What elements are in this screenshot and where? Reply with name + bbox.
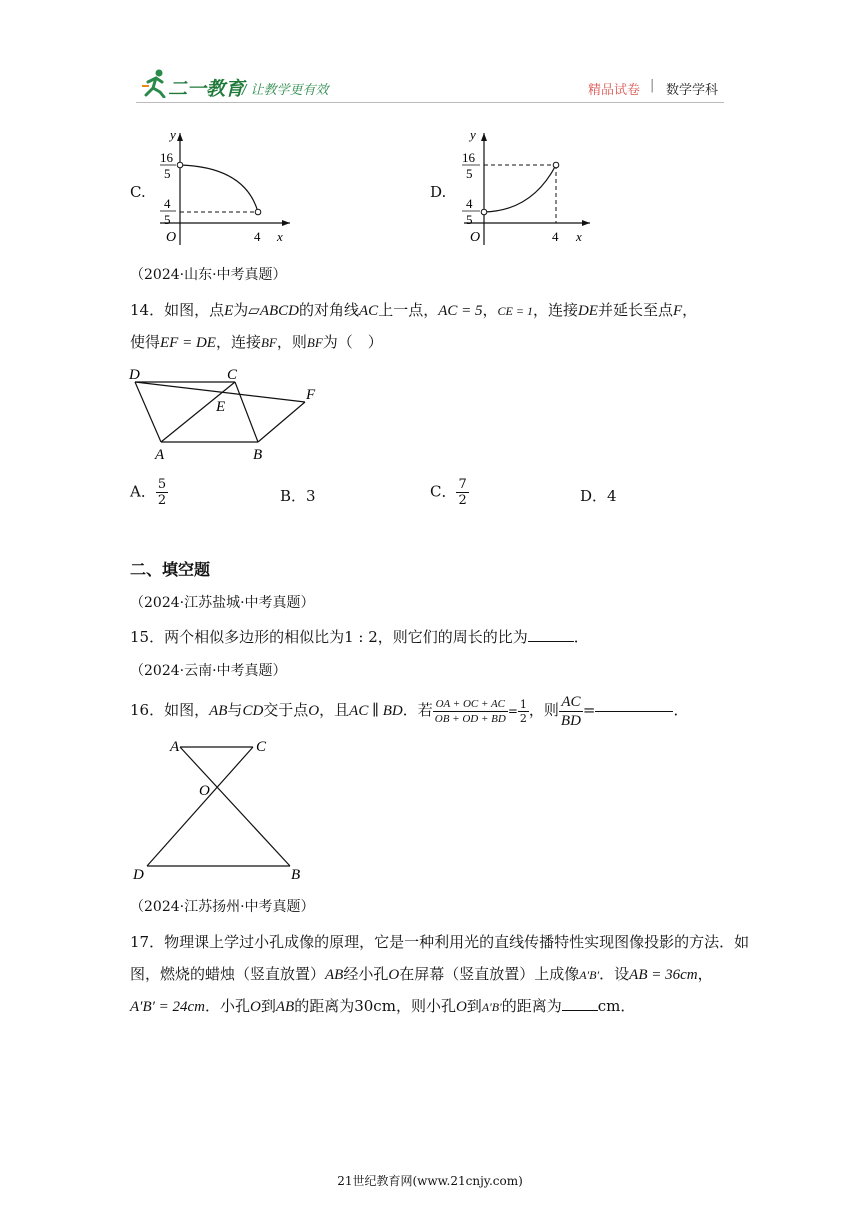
q15-line	[130, 627, 589, 647]
q17-answer-blank[interactable]	[562, 1010, 598, 1011]
q17-text: 图，燃烧的蜡烛（竖直放置）	[130, 965, 326, 983]
graph-d-y-label: y	[470, 127, 476, 142]
graph-d-x-label: x	[576, 229, 582, 244]
q16-var-ab: AB	[209, 703, 228, 719]
q16-text: 交于点	[263, 701, 309, 719]
q17-text: 到	[260, 997, 276, 1015]
q16-text: 16．如图，	[130, 701, 210, 719]
header-subject: 数学学科	[666, 83, 719, 98]
q17-var-a1b1: A′B′	[481, 1000, 502, 1014]
q17-source: （2024·江苏扬州·中考真题）	[130, 899, 315, 915]
q14-fig-f: F	[306, 387, 316, 403]
q14-var-e: E	[224, 303, 234, 319]
frac-den: OB + OD + BD	[434, 712, 506, 725]
frac-den: BD	[560, 712, 581, 729]
q17-var-a1b1: A′B′	[579, 968, 600, 982]
q15-source: （2024·江苏盐城·中考真题）	[130, 595, 315, 611]
q14-number: 14．	[130, 301, 165, 319]
q17-var-ab: AB	[325, 967, 344, 983]
header-divider: |	[650, 78, 655, 93]
q15-text: ，则它们的周长的比为	[377, 628, 528, 646]
frac-den: 2	[458, 493, 467, 508]
frac-num: 1	[519, 697, 527, 711]
q14-figure	[125, 362, 325, 462]
q14-text: ，	[482, 301, 498, 319]
q14-source: （2024·山东·中考真题）	[130, 267, 287, 283]
q17-var-o: O	[455, 999, 467, 1015]
graph-d-x-tick: 4	[552, 229, 559, 244]
q16-figure	[125, 733, 315, 883]
q16-text: 与	[227, 701, 243, 719]
q17-end: ．	[620, 997, 636, 1015]
option-c-graph-label: C.	[130, 183, 146, 201]
frac-den: 2	[519, 711, 527, 725]
q16-var-o: O	[308, 703, 320, 719]
q16-text: ．若	[402, 701, 433, 719]
q14-text: 使得	[130, 333, 161, 351]
graph-d-origin: O	[470, 230, 481, 245]
q14-var-bf: BF	[260, 335, 277, 350]
q17-var-ab: AB	[275, 999, 295, 1015]
q14-option-b: B．3	[280, 487, 316, 505]
q14-ac-eq: AC = 5	[438, 303, 483, 319]
q14-text: 上一点，	[378, 301, 439, 319]
q14-var-abcd: ABCD	[259, 303, 299, 319]
q14-var-f: F	[672, 303, 683, 319]
q17-line3	[130, 996, 635, 1017]
q16-text: ，且	[319, 701, 350, 719]
q14-text: 的对角线	[299, 301, 360, 319]
q16-eq: =	[582, 701, 596, 719]
frac-num: 7	[458, 477, 467, 492]
option-d-graph-label: D.	[430, 183, 447, 201]
q17-text: 在屏幕（竖直放置）上成像	[399, 965, 580, 983]
frac-num: AC	[559, 693, 583, 712]
graph-d-low-den: 5	[466, 212, 473, 227]
header-rule	[136, 102, 724, 103]
graph-c-origin: O	[166, 230, 177, 245]
q14-fig-c: C	[227, 367, 238, 383]
footer: 21世纪教育网(www.21cnjy.com)	[337, 1174, 523, 1188]
graph-c-low-den: 5	[164, 212, 171, 227]
option-c-fraction	[456, 477, 468, 508]
slogan: / 让教学更有效	[242, 83, 329, 98]
q17-distance: 30cm	[354, 997, 396, 1015]
graph-c-top-den: 5	[164, 166, 171, 181]
option-c-label: C．	[430, 482, 457, 501]
q14-option-c	[430, 477, 469, 508]
q16-fig-o: O	[199, 783, 210, 799]
q16-text: ，则	[528, 701, 559, 719]
q16-target-fraction	[559, 693, 583, 730]
graph-c-x-tick: 4	[254, 229, 261, 244]
q17-text: ．设	[599, 965, 630, 983]
q14-var-ac: AC	[359, 303, 379, 319]
q17-ab-eq: AB = 36cm	[629, 967, 698, 983]
q16-fig-c: C	[256, 739, 267, 755]
q16-end: ．	[673, 701, 689, 719]
q14-text: 为（ ）	[322, 333, 383, 351]
q14-line2	[130, 332, 383, 353]
q17-text: 的距离为	[294, 997, 355, 1015]
q17-line1: 17．物理课上学过小孔成像的原理，它是一种利用光的直线传播特性实现图像投影的方法．如	[130, 933, 750, 951]
q16-fig-a: A	[170, 739, 180, 755]
q14-line1	[130, 300, 697, 321]
option-a-fraction	[156, 477, 168, 508]
option-a-label: A．	[130, 482, 156, 501]
q15-answer-blank[interactable]	[528, 641, 574, 642]
q17-text: ，则小孔	[395, 997, 456, 1015]
q17-var-o: O	[250, 999, 261, 1015]
q17-text: ．小孔	[205, 997, 251, 1015]
header	[0, 60, 860, 110]
q17-var-o: O	[388, 967, 400, 983]
graph-c-low-num: 4	[164, 196, 171, 211]
q17-unit: cm	[597, 997, 621, 1015]
q14-text: 如图，点	[164, 301, 225, 319]
q14-text: 为▱	[233, 301, 260, 319]
q16-var-cd: CD	[242, 703, 264, 719]
q14-option-d: D．4	[580, 487, 617, 505]
frac-den: 2	[157, 493, 167, 508]
q17-line2	[130, 964, 713, 985]
graph-c-top-num: 16	[160, 150, 173, 165]
graph-c-x-label: x	[277, 229, 283, 244]
q14-ef-eq: EF = DE	[160, 335, 216, 351]
section-title: 二、填空题	[130, 560, 211, 579]
q16-fig-d: D	[133, 867, 144, 883]
q17-text: 到	[466, 997, 482, 1015]
q17-text: ，	[697, 965, 713, 983]
logo-text: 二一教育	[168, 78, 245, 100]
q14-var-de: DE	[577, 303, 598, 319]
frac-num: OA + OC + AC	[433, 697, 508, 712]
graph-d	[454, 125, 604, 250]
q14-fig-a: A	[155, 447, 165, 462]
q14-text: ，	[682, 301, 698, 319]
frac-num: 5	[157, 477, 167, 492]
q14-ce-eq: CE = 1	[497, 304, 533, 318]
q17-a1b1-eq: A′B′ = 24cm	[130, 999, 205, 1015]
q14-fig-b: B	[253, 447, 263, 462]
graph-c	[150, 125, 300, 250]
header-tag: 精品试卷	[588, 83, 641, 98]
graph-d-low-num: 4	[466, 196, 473, 211]
q16-source: （2024·云南·中考真题）	[130, 663, 287, 679]
q15-ratio: 1 : 2	[344, 628, 378, 646]
q14-text: ，则	[276, 333, 307, 351]
q16-ratio-fraction	[433, 697, 508, 726]
q14-fig-e: E	[216, 399, 226, 415]
q14-text: ，连接	[215, 333, 261, 351]
q17-text: 经小孔	[343, 965, 389, 983]
graph-c-y-label: y	[170, 127, 176, 142]
q16-eq: =	[507, 704, 518, 718]
q15-end: ．	[573, 628, 589, 646]
q16-parallel: AC ∥ BD	[349, 703, 403, 719]
graph-d-top-num: 16	[462, 150, 475, 165]
q17-text: 的距离为	[501, 997, 562, 1015]
q14-fig-d: D	[129, 367, 140, 383]
q16-answer-blank[interactable]	[595, 711, 673, 712]
q16-line	[130, 690, 689, 730]
graph-d-top-den: 5	[466, 166, 473, 181]
q16-fig-b: B	[291, 867, 301, 883]
q14-var-bf: BF	[306, 335, 323, 350]
q16-half-fraction	[518, 698, 529, 725]
q15-text: 15．两个相似多边形的相似比为	[130, 628, 345, 646]
q14-text: 并延长至点	[597, 301, 673, 319]
runner-logo-icon	[140, 68, 170, 98]
q14-option-a	[130, 477, 168, 508]
q14-text: ，连接	[532, 301, 578, 319]
